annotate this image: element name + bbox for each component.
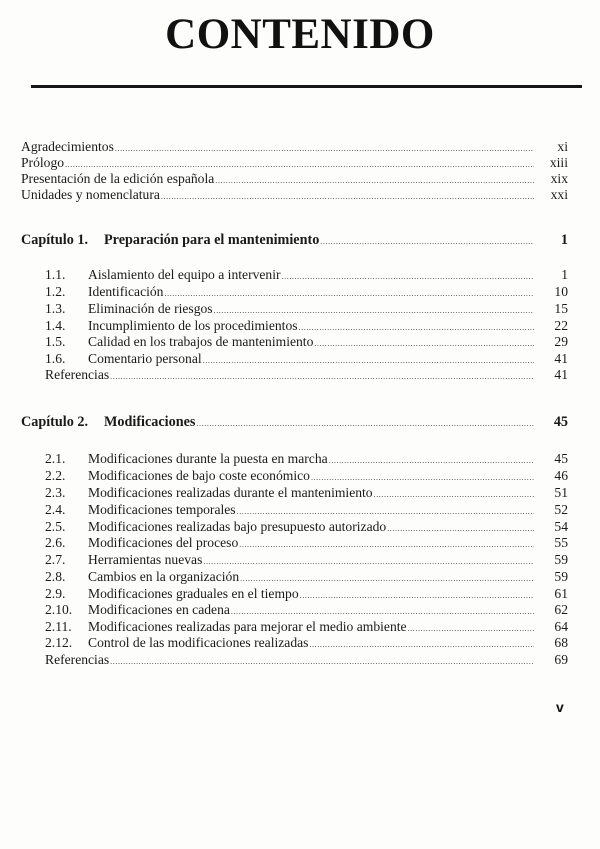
section-page: 22 [554,318,568,333]
toc-section-2-5[interactable] [45,518,568,535]
section-label: Aislamiento del equipo a intervenir [88,267,281,282]
toc-section-2-4[interactable] [45,501,568,518]
section-page: 10 [554,284,568,299]
chapter-page: 1 [560,232,568,248]
section-page: 45 [554,451,568,466]
section-page: 62 [554,602,568,617]
section-number: 2.3. [45,485,66,500]
toc-references-1[interactable] [45,366,568,383]
section-label: Modificaciones de bajo coste económico [88,468,310,483]
toc-entry-page: xiii [549,155,568,170]
dot-leader [110,653,534,670]
toc-section-1-1[interactable] [45,266,568,283]
section-page: 61 [554,586,568,601]
section-label: Eliminación de riesgos [88,301,213,316]
toc-section-2-3[interactable] [45,484,568,501]
toc-entry-page: xxi [550,187,568,202]
section-label: Calidad en los trabajos de mantenimiento [88,334,314,349]
section-page: 59 [554,569,568,584]
toc-section-2-9[interactable] [45,585,568,602]
section-number: 2.11. [45,619,72,634]
section-page: 52 [554,502,568,517]
section-number: 2.10. [45,602,73,617]
toc-section-1-4[interactable] [45,317,568,334]
section-number: 2.2. [45,468,66,483]
title-rule [31,85,582,88]
section-label: Control de las modificaciones realizadas [88,635,309,650]
toc-entry-label: Unidades y nomenclatura [21,187,160,202]
section-page: 68 [554,635,568,650]
section-page: 55 [554,535,568,550]
chapter-number: Capítulo 1. [21,232,89,248]
section-page: 51 [554,485,568,500]
chapter-number: Capítulo 2. [21,414,89,430]
toc-section-2-1[interactable] [45,450,568,467]
section-number: 1.5. [45,334,66,349]
toc-section-2-2[interactable] [45,467,568,484]
toc-entry-label: Presentación de la edición española [21,171,215,186]
page-title: CONTENIDO [165,11,435,58]
section-label: Modificaciones en cadena [88,602,230,617]
toc-section-2-8[interactable] [45,568,568,585]
section-label: Cambios en la organización [88,569,240,584]
toc-section-2-7[interactable] [45,551,568,568]
dot-leader [161,188,534,205]
section-page: 15 [554,301,568,316]
section-label: Modificaciones del proceso [88,535,239,550]
toc-section-1-3[interactable] [45,300,568,317]
section-label: Modificaciones temporales [88,502,236,517]
toc-section-1-6[interactable] [45,350,568,367]
section-page: 46 [554,468,568,483]
section-number: 1.4. [45,318,66,333]
dot-leader [320,233,534,250]
dot-leader [196,415,534,432]
section-label: Modificaciones durante la puesta en marcha [88,451,328,466]
toc-entry-unidades[interactable] [21,186,568,203]
section-label: Modificaciones graduales en el tiempo [88,586,299,601]
section-label: Identificación [88,284,164,299]
toc-entry-page: xix [550,171,568,186]
toc-section-2-6[interactable] [45,534,568,551]
chapter-page: 45 [553,414,568,430]
references-page: 41 [554,367,568,382]
section-number: 1.3. [45,301,66,316]
references-label: Referencias [45,652,110,667]
section-label: Herramientas nuevas [88,552,203,567]
toc-section-2-11[interactable] [45,618,568,635]
section-page: 29 [554,334,568,349]
section-page: 59 [554,552,568,567]
toc-entry-label: Prólogo [21,155,65,170]
section-number: 2.4. [45,502,66,517]
section-number: 2.8. [45,569,66,584]
section-number: 2.7. [45,552,66,567]
toc-section-1-5[interactable] [45,333,568,350]
toc-chapter-2[interactable] [21,414,568,431]
toc-entry-label: Agradecimientos [21,139,114,154]
toc-entry-agradecimientos[interactable] [21,138,568,155]
toc-entry-prologo[interactable] [21,154,568,171]
chapter-title: Modificaciones [104,414,196,430]
section-label: Incumplimiento de los procedimientos [88,318,298,333]
page-folio: v [556,699,564,715]
section-number: 2.9. [45,586,66,601]
toc-chapter-1[interactable] [21,232,568,249]
toc-section-2-12[interactable] [45,634,568,651]
toc-section-1-2[interactable] [45,283,568,300]
section-page: 1 [561,267,568,282]
section-number: 1.1. [45,267,66,282]
toc-section-2-10[interactable] [45,601,568,618]
section-label: Modificaciones realizadas para mejorar el medio ambiente [88,619,407,634]
references-page: 69 [554,652,568,667]
section-label: Modificaciones realizadas durante el mantenimiento [88,485,373,500]
section-number: 2.5. [45,519,66,534]
toc-entry-presentacion[interactable] [21,170,568,187]
section-number: 2.1. [45,451,66,466]
dot-leader [110,368,534,385]
section-label: Modificaciones realizadas bajo presupuesto autorizado [88,519,387,534]
section-page: 54 [554,519,568,534]
section-label: Comentario personal [88,351,202,366]
section-number: 2.12. [45,635,73,650]
section-number: 2.6. [45,535,66,550]
section-number: 1.6. [45,351,66,366]
toc-entry-page: xi [557,139,568,154]
references-label: Referencias [45,367,110,382]
section-number: 1.2. [45,284,66,299]
chapter-title: Preparación para el mantenimiento [104,232,320,248]
toc-references-2[interactable] [45,651,568,668]
section-page: 41 [554,351,568,366]
section-page: 64 [554,619,568,634]
